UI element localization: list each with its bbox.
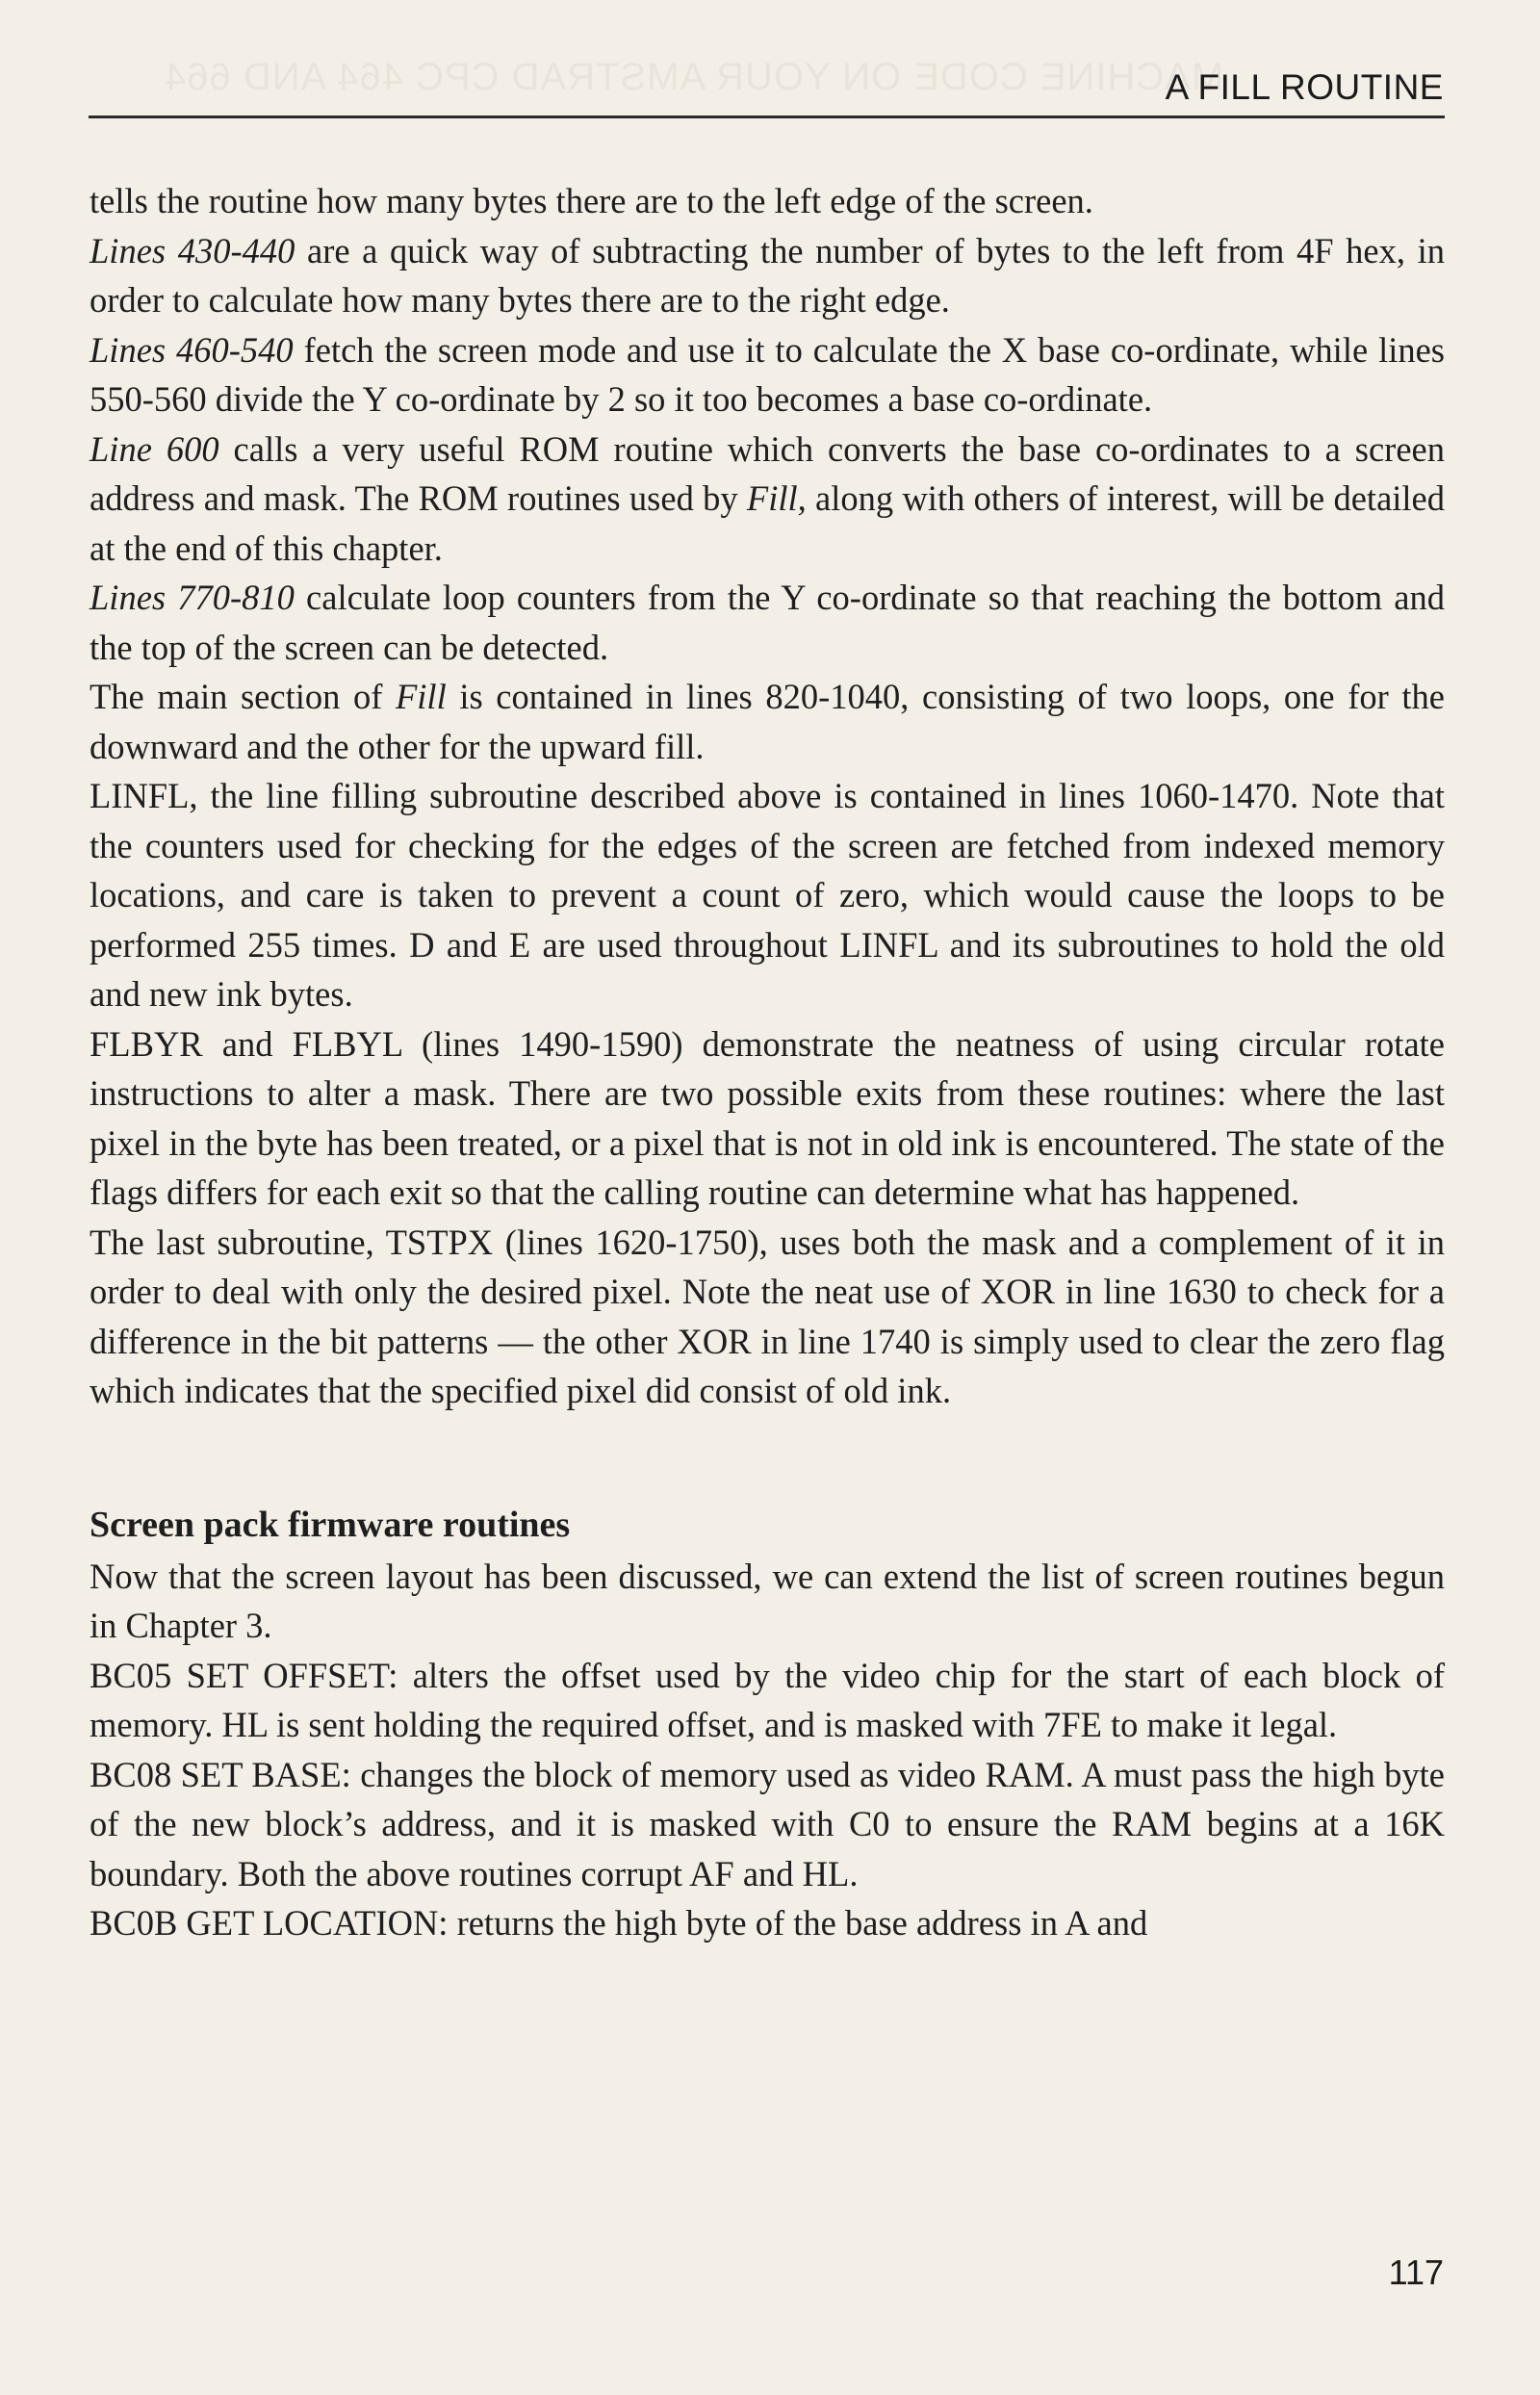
bleed-through-text: MACHINE CODE ON YOUR AMSTRAD CPC 464 AND 664 xyxy=(164,56,1224,98)
header-rule xyxy=(89,116,1445,118)
line-reference: Line 600 xyxy=(90,428,219,469)
paragraph: Line 600 calls a very useful ROM routine which converts the base co-ordinates to a screen address and mask. The ROM routines used by Fill, along with others of interest, will be detailed at the end of this chapter. xyxy=(90,428,1446,568)
page-number: 117 xyxy=(1388,2253,1444,2292)
routine-name: Fill xyxy=(396,677,447,716)
paragraph: BC05 SET OFFSET: alters the offset used by the video chip for the start of each block of memory. HL is sent holding the required offset, and is masked with 7FE to make it legal. xyxy=(90,1655,1445,1744)
paragraph: BC0B GET LOCATION: returns the high byte of the base address in A and xyxy=(90,1903,1148,1943)
paragraph: Lines 770-810 calculate loop counters from the Y co-ordinate so that reaching the bottom and the top of the screen can be detected. xyxy=(90,578,1445,667)
paragraph: Now that the screen layout has been discussed, we can extend the list of screen routines begun in Chapter 3. xyxy=(90,1556,1445,1645)
running-header: A FILL ROUTINE xyxy=(1165,67,1444,107)
body-text xyxy=(90,176,1445,1948)
paragraph: Lines 430-440 are a quick way of subtracting the number of bytes to the left from 4F hex, in order to calculate how many bytes there are to the right edge. xyxy=(90,230,1445,320)
paragraph: The last subroutine, TSTPX (lines 1620-1750), uses both the mask and a complement of it in order to deal with only the desired pixel. Note the neat use of XOR in line 1630 to check for a difference in the bit patterns — the other XOR in line 1740 is simply used to clear the zero flag which indicates that the specified pixel did consist of old ink. xyxy=(90,1222,1445,1410)
paragraph: BC08 SET BASE: changes the block of memory used as video RAM. A must pass the high byte of the new block’s address, and it is masked with C0 to ensure the RAM begins at a 16K boundary. Both the above routines corrupt AF and HL. xyxy=(90,1754,1445,1893)
section-heading: Screen pack firmware routines xyxy=(90,1504,571,1545)
paragraph: The main section of Fill is contained in lines 820-1040, consisting of two loops, one for the downward and the other for the upward fill. xyxy=(90,677,1445,766)
line-reference: Lines 770-810 xyxy=(90,578,295,617)
paragraph: tells the routine how many bytes there are to the left edge of the screen. xyxy=(90,181,1093,220)
paragraph: FLBYR and FLBYL (lines 1490-1590) demonstrate the neatness of using circular rotate instructions to alter a mask. There are two possible exits from these routines: where the last pixel in the byte has been treated, or a pixel that is not in old ink is encountered. The state of the flags differs for each exit so that the calling routine can determine what has happened. xyxy=(90,1023,1445,1212)
paragraph: Lines 460-540 fetch the screen mode and use it to calculate the X base co-ordinate, while lines 550-560 divide the Y co-ordinate by 2 so it too becomes a base co-ordinate. xyxy=(90,329,1446,419)
line-reference: Lines 460-540 xyxy=(90,329,294,370)
paragraph: LINFL, the line filling subroutine described above is contained in lines 1060-1470. Note that the counters used for checking for the edges of the screen are fetched from indexed memory locations, and care is taken to prevent a count of zero, which would cause the loops to be performed 255 times. D and E are used throughout LINFL and its subroutines to hold the old and new ink bytes. xyxy=(90,776,1445,1014)
routine-name: Fill, xyxy=(746,478,807,518)
line-reference: Lines 430-440 xyxy=(90,230,295,270)
